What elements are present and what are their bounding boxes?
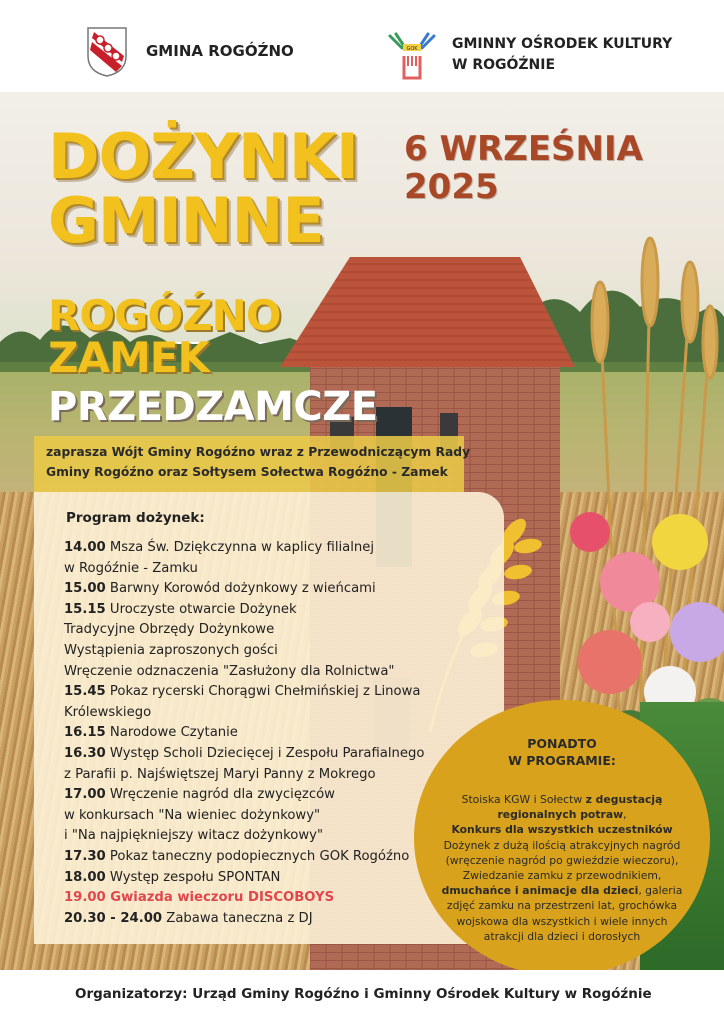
program-text: Msza Św. Dziękczynna w kaplicy filialnej — [105, 540, 375, 555]
invitation-line1: zaprasza Wójt Gminy Rogóźno wraz z Przewodniczącym Rady — [46, 445, 471, 459]
extras-contest: Konkurs dla wszystkich uczestników — [451, 823, 673, 837]
program-time: 17.30 — [64, 848, 106, 864]
program-text: Występ Scholi Dziecięcej i Zespołu Parafialnego — [105, 745, 425, 761]
program-line — [64, 538, 504, 559]
program-text: Występ zespołu SPONTAN — [105, 869, 281, 885]
program-time: 15.45 — [64, 684, 106, 700]
program-text: Wręczenie odznaczenia "Zasłużony dla Rolnictwa" — [64, 663, 395, 679]
program-text: i "Na najpiękniejszy witacz dożynkowy" — [64, 828, 324, 844]
program-text: Tradycyjne Obrzędy Dożynkowe — [64, 622, 275, 638]
program-text: 19.00 Gwiazda wieczoru DISCOBOYS — [64, 890, 335, 906]
svg-text:GOK: GOK — [406, 46, 418, 52]
organizers-text: Organizatorzy: Urząd Gminy Rogóźno i Gminny Ośrodek Kultury w Rogóźnie — [75, 986, 652, 1002]
program-time: 14.00 — [64, 540, 106, 555]
gmina-crest-icon — [86, 26, 128, 78]
program-text: Wręczenie nagród dla zwycięzców — [105, 787, 335, 803]
program-text: Uroczyste otwarcie Dożynek — [105, 601, 297, 617]
program-text: Zabawa taneczna z DJ — [162, 910, 313, 926]
title-dozynki: DOŻYNKI — [48, 120, 359, 193]
gok-name-line2: W ROGÓŹNIE — [452, 57, 556, 73]
program-time: 16.15 — [64, 725, 106, 741]
extras-stalls: Stoiska KGW i Sołectw — [461, 793, 586, 806]
gmina-name: GMINA ROGÓŹNO — [146, 42, 294, 60]
program-text: Pokaz rycerski Chorągwi Chełmińskiej z Linowa — [105, 684, 421, 700]
program-text: w konkursach "Na wieniec dożynkowy" — [64, 807, 321, 823]
gok-name-line1: GMINNY OŚRODEK KULTURY — [452, 36, 673, 52]
extras-circle — [414, 700, 710, 976]
title-gminne: GMINNE — [48, 184, 324, 257]
program-title: Program dożynek: — [66, 510, 205, 526]
extras-title-line2: W PROGRAMIE: — [508, 753, 616, 768]
program-text: w Rogóźnie - Zamku — [64, 560, 198, 576]
gok-logo-icon — [386, 30, 438, 82]
extras-tour: Zwiedzanie zamku z przewodnikiem, — [462, 869, 662, 883]
program-time: 17.00 — [64, 787, 106, 803]
event-date-year: 2025 — [404, 167, 499, 207]
place-zamek: ZAMEK — [48, 333, 209, 382]
program-text: z Parafii p. Najświętszej Maryi Panny z Mokrego — [64, 766, 376, 782]
program-line — [64, 641, 504, 662]
program-line — [64, 579, 504, 600]
extras-body — [440, 792, 684, 944]
program-line — [64, 662, 504, 683]
footer-bar — [0, 970, 724, 1024]
place-rogozno: ROGÓŹNO — [48, 291, 281, 340]
program-line — [64, 682, 504, 703]
header-bar — [0, 0, 724, 92]
program-time: 16.30 — [64, 745, 106, 761]
program-time: 20.30 - 24.00 — [64, 910, 163, 926]
program-text: Barwny Korowód dożynkowy z wieńcami — [105, 581, 376, 597]
program-time: 15.15 — [64, 601, 106, 617]
program-line — [64, 703, 504, 724]
program-time: 15.00 — [64, 581, 106, 597]
program-text: Pokaz taneczny podopiecznych GOK Rogóźno — [105, 848, 410, 864]
program-time: 18.00 — [64, 869, 106, 885]
invitation-band — [34, 436, 471, 492]
program-line — [64, 559, 504, 580]
extras-contest-desc: Dożynek z dużą ilością atrakcyjnych nagród (wręczenie nagród po gwieździe wieczoru), — [443, 838, 681, 867]
extras-kids: dmuchańce i animacje dla dzieci — [441, 884, 639, 898]
program-text: Królewskiego — [64, 704, 152, 720]
extras-comma: , — [623, 808, 627, 822]
extras-more: , galeria zdjęć zamku na przestrzeni lat, grochówka wojskowa dla wszystkich i wiele innych atrakcji dla dzieci i dorosłych — [446, 884, 683, 943]
program-text: Wystąpienia zaproszonych gości — [64, 642, 278, 658]
program-text: Narodowe Czytanie — [105, 725, 238, 741]
event-date-day: 6 WRZEŚNIA — [404, 129, 643, 169]
invitation-line2: Gminy Rogóźno oraz Sołtysem Sołectwa Rogóźno - Zamek — [46, 465, 448, 479]
program-line — [64, 620, 504, 641]
extras-tasting: z degustacją regionalnych potraw — [497, 793, 663, 822]
event-date — [404, 130, 643, 206]
place-przedzamcze: PRZEDZAMCZE — [48, 384, 378, 430]
program-line — [64, 600, 504, 621]
gok-name — [452, 34, 672, 76]
extras-title-line1: PONADTO — [527, 736, 597, 751]
